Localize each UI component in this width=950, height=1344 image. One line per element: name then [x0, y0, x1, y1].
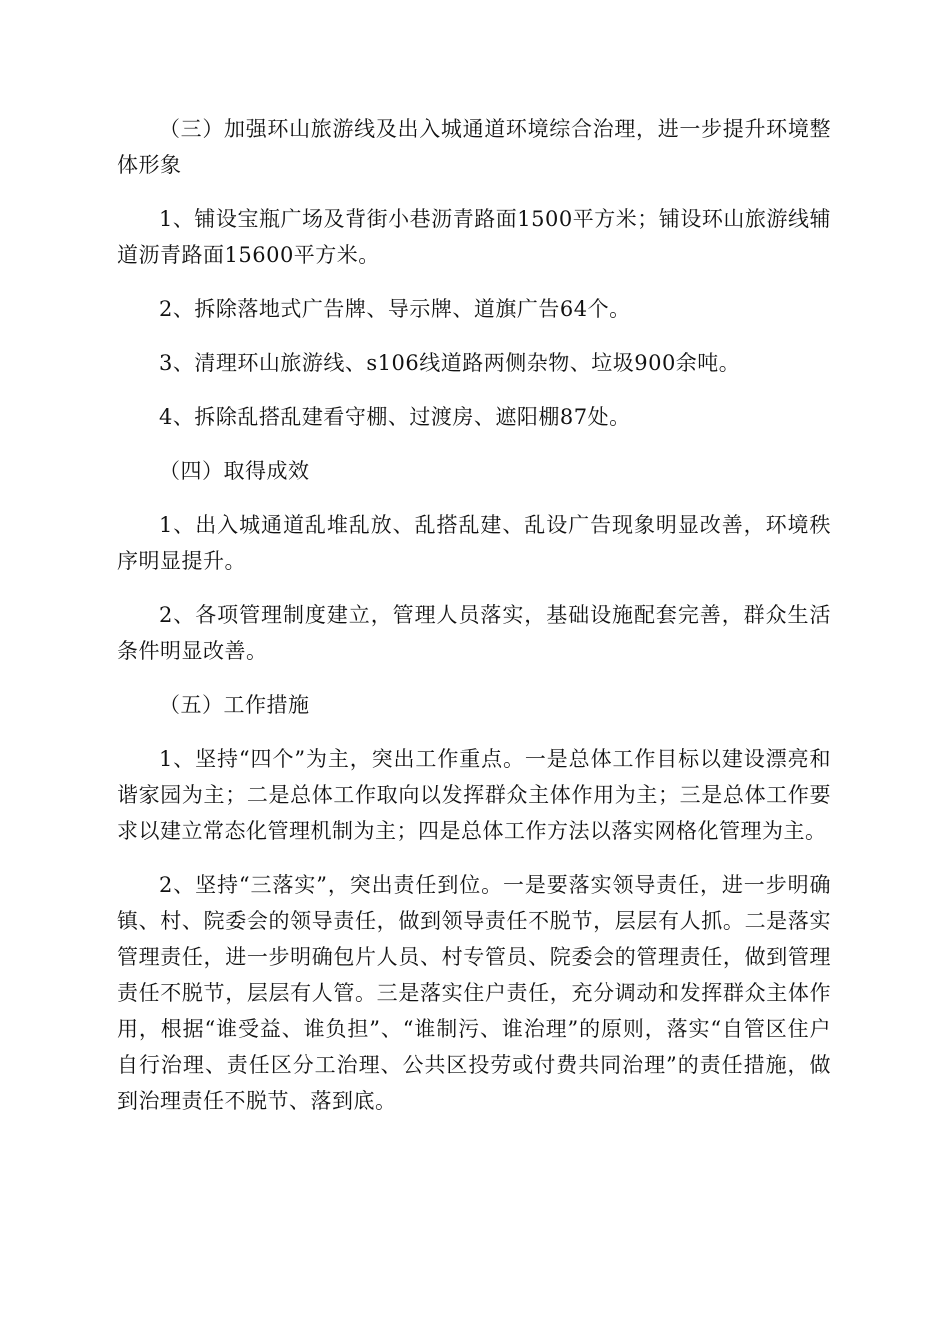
section-heading-5: （五）工作措施 — [159, 693, 310, 717]
list-item-4-2: 2、各项管理制度建立，管理人员落实，基础设施配套完善，群众生活条件明显改善。 — [117, 603, 831, 663]
list-item-5-2: 2、坚持“三落实”，突出责任到位。一是要落实领导责任，进一步明确镇、村、院委会的领导责任，做到领导责任不脱节，层层有人抓。二是落实管理责任，进一步明确包片人员、村专管员、院委会的管理责任，做到管理责任不脱节，层层有人管。三是落实住户责任，充分调动和发挥群众主体作用，根据“谁受益、谁负担”、“谁制污、谁治理”的原则，落实“自管区住户自行治理、责任区分工治理、公共区投劳或付费共同治理”的责任措施，做到治理责任不脱节、落到底。 — [117, 873, 831, 1113]
section-heading-3: （三）加强环山旅游线及出入城通道环境综合治理，进一步提升环境整体形象 — [117, 117, 831, 177]
list-item-3-2: 2、拆除落地式广告牌、导示牌、道旗广告64个。 — [159, 297, 631, 321]
list-item-5-1: 1、坚持“四个”为主，突出工作重点。一是总体工作目标以建设漂亮和谐家园为主；二是总体工作取向以发挥群众主体作用为主；三是总体工作要求以建立常态化管理机制为主；四是总体工作方法以落实网格化管理为主。 — [117, 747, 831, 843]
list-item-4-1: 1、出入城通道乱堆乱放、乱搭乱建、乱设广告现象明显改善，环境秩序明显提升。 — [117, 513, 831, 573]
list-item-3-4: 4、拆除乱搭乱建看守棚、过渡房、遮阳棚87处。 — [159, 405, 631, 429]
section-heading-4: （四）取得成效 — [159, 459, 310, 483]
document-body — [117, 111, 831, 1119]
list-item-3-1: 1、铺设宝瓶广场及背街小巷沥青路面1500平方米；铺设环山旅游线辅道沥青路面15600平方米。 — [117, 207, 831, 267]
list-item-3-3: 3、清理环山旅游线、s106线道路两侧杂物、垃圾900余吨。 — [159, 351, 741, 375]
